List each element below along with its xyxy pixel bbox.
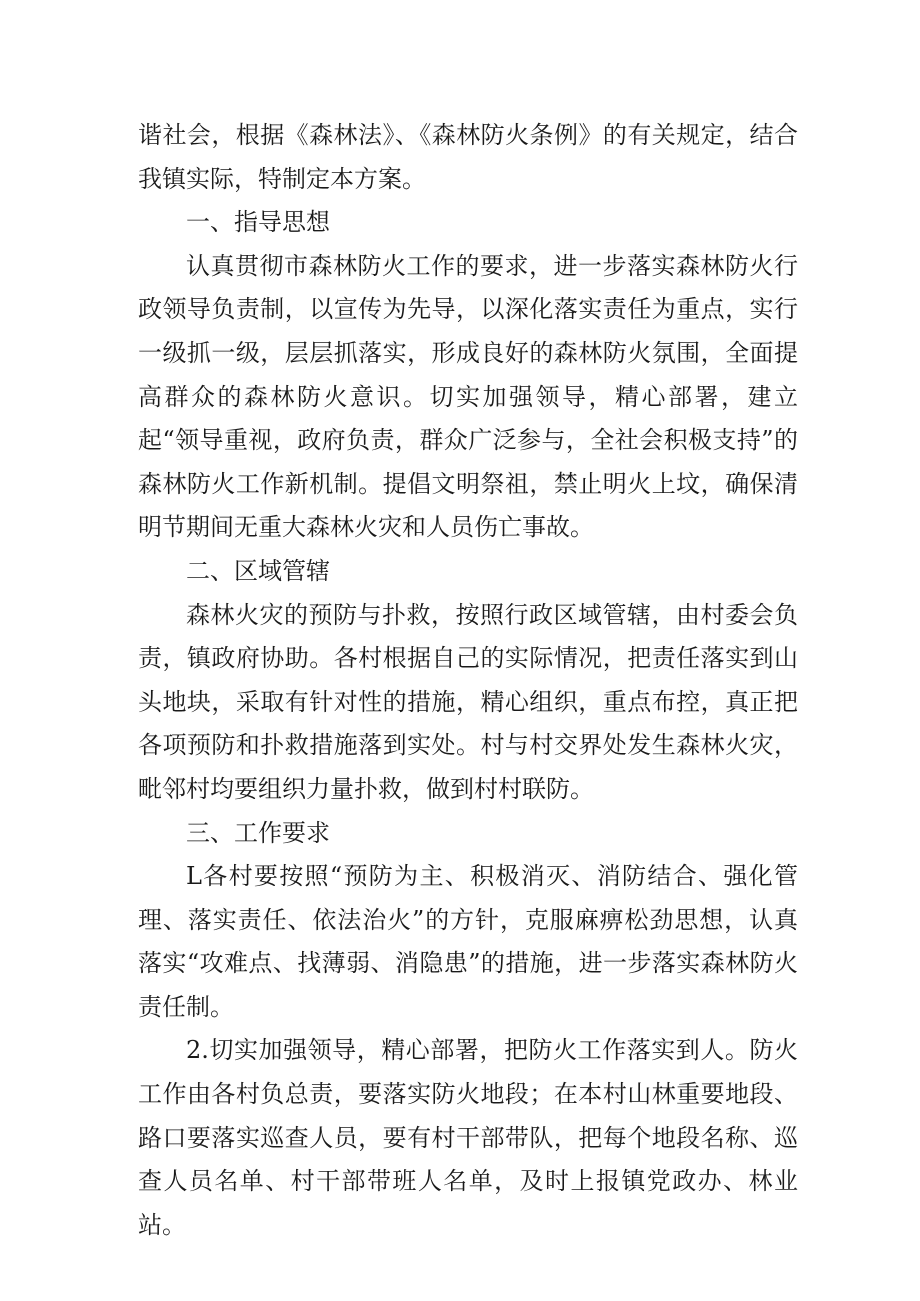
paragraph-regional-jurisdiction: 森林火灾的预防与扑救，按照行政区域管辖，由村委会负责，镇政府协助。各村根据自己的实际情况，把责任落实到山头地块，采取有针对性的措施，精心组织，重点布控，真正把各项预防和扑救措施落到实处。村与村交界处发生森林火灾，毗邻村均要组织力量扑救，做到村村联防。 — [138, 600, 798, 803]
paragraph-requirement-1: L各村要按照“预防为主、积极消灭、消防结合、强化管理、落实责任、依法治火”的方针，克服麻痹松劲思想，认真落实“攻难点、找薄弱、消隐患”的措施，进一步落实森林防火责任制。 — [138, 862, 798, 1021]
section-heading-regional-jurisdiction: 二、区域管辖 — [186, 556, 330, 585]
paragraph-guiding-ideology: 认真贯彻市森林防火工作的要求，进一步落实森林防火行政领导负责制，以宣传为先导，以深化落实责任为重点，实行一级抓一级，层层抓落实，形成良好的森林防火氛围，全面提高群众的森林防火意识。切实加强领导，精心部署，建立起“领导重视，政府负责，群众广泛参与，全社会积极支持”的森林防火工作新机制。提倡文明祭祖，禁止明火上坟，确保清明节期间无重大森林火灾和人员伤亡事故。 — [138, 251, 798, 542]
paragraph-continuation: 谐社会，根据《森林法》、《森林防火条例》的有关规定，结合我镇实际，特制定本方案。 — [138, 121, 798, 193]
section-heading-guiding-ideology: 一、指导思想 — [186, 208, 330, 237]
paragraph-requirement-2: 2.切实加强领导，精心部署，把防火工作落实到人。防火工作由各村负总责，要落实防火地段；在本村山林重要地段、路口要落实巡查人员，要有村干部带队，把每个地段名称、巡查人员名单、村干部带班人名单，及时上报镇党政办、林业站。 — [138, 1036, 798, 1239]
document-body — [138, 114, 798, 1247]
section-heading-work-requirements: 三、工作要求 — [186, 818, 330, 847]
